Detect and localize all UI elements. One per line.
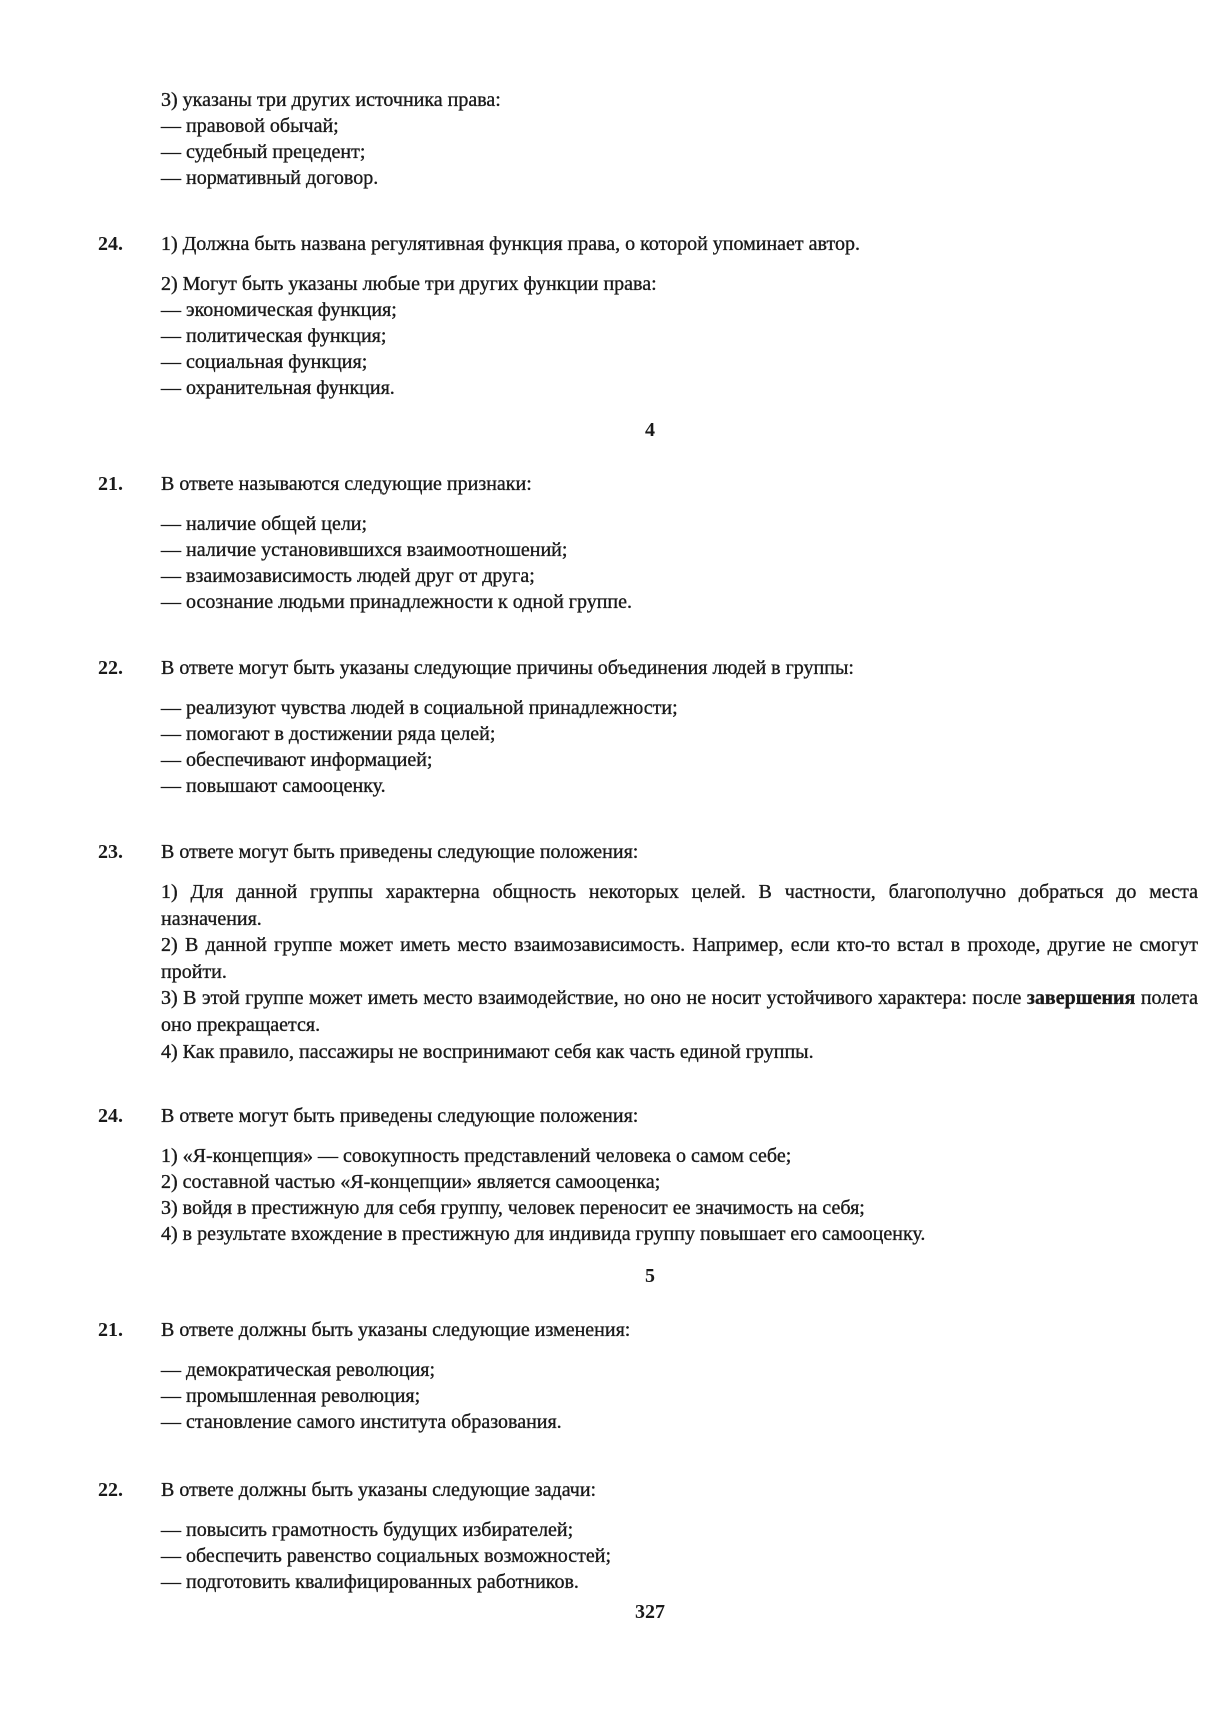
question-number: 24. — [98, 233, 123, 255]
list-item: — социальная функция; — [161, 350, 367, 374]
text-line: В ответе могут быть указаны следующие причины объединения людей в группы: — [161, 657, 854, 679]
text-line: В ответе должны быть указаны следующие задачи: — [161, 1479, 597, 1501]
list-item: — правовой обычай; — [161, 114, 339, 138]
list-item: — осознание людьми принадлежности к одной группе. — [161, 590, 632, 614]
question-number: 22. — [98, 1479, 123, 1501]
list-item: — обеспечивают информацией; — [161, 748, 432, 772]
list-item: — демократическая революция; — [161, 1358, 435, 1382]
question-number: 24. — [98, 1105, 123, 1127]
list-item: — наличие общей цели; — [161, 512, 367, 536]
list-item: — становление самого института образования. — [161, 1410, 562, 1434]
paragraph-text: полета оно прекращается. — [161, 987, 1198, 1036]
list-item: — экономическая функция; — [161, 298, 397, 322]
paragraph: 1) Для данной группы характерна общность некоторых целей. В частности, благополучно добраться до места назначения. — [161, 881, 1198, 930]
list-item: — промышленная революция; — [161, 1384, 420, 1408]
text-line: 1) Должна быть названа регулятивная функция права, о которой упоминает автор. — [161, 233, 860, 255]
paragraph-text: 3) В этой группе может иметь место взаимодействие, но оно не носит устойчивого характера: после — [161, 987, 1022, 1009]
text-line: 1) «Я-концепция» — совокупность представлений человека о самом себе; — [161, 1145, 792, 1167]
list-item: — обеспечить равенство социальных возможностей; — [161, 1544, 611, 1568]
paragraph — [161, 985, 1198, 1038]
list-item: — реализуют чувства людей в социальной принадлежности; — [161, 696, 678, 720]
text-line: 3) указаны три других источника права: — [161, 89, 501, 111]
list-item: — наличие установившихся взаимоотношений; — [161, 538, 567, 562]
page-number: 327 — [635, 1601, 665, 1623]
list-item: — судебный прецедент; — [161, 140, 365, 164]
list-item: — подготовить квалифицированных работников. — [161, 1570, 579, 1594]
text-line: 3) войдя в престижную для себя группу, человек переносит ее значимость на себя; — [161, 1197, 865, 1219]
text-line: 2) Могут быть указаны любые три других функции права: — [161, 273, 657, 295]
list-item: — помогают в достижении ряда целей; — [161, 722, 495, 746]
text-line: В ответе должны быть указаны следующие изменения: — [161, 1319, 631, 1341]
question-number: 21. — [98, 1319, 123, 1341]
list-item: — нормативный договор. — [161, 166, 378, 190]
question-number: 22. — [98, 657, 123, 679]
text-line: 4) Как правило, пассажиры не воспринимают себя как часть единой группы. — [161, 1041, 814, 1063]
text-line: В ответе могут быть приведены следующие положения: — [161, 1105, 639, 1127]
section-heading: 4 — [645, 419, 655, 441]
list-item: — повысить грамотность будущих избирателей; — [161, 1518, 573, 1542]
list-item: — повышают самооценку. — [161, 774, 386, 798]
bold-word: завершения — [1026, 987, 1136, 1009]
text-line: 4) в результате вхождение в престижную для индивида группу повышает его самооценку. — [161, 1223, 926, 1245]
paragraph: 2) В данной группе может иметь место взаимозависимость. Например, если кто-то встал в проходе, другие не смогут пройти. — [161, 934, 1198, 983]
text-line: 2) составной частью «Я-концепции» является самооценка; — [161, 1171, 661, 1193]
question-number: 21. — [98, 473, 123, 495]
text-line: В ответе могут быть приведены следующие положения: — [161, 841, 639, 863]
section-heading: 5 — [645, 1265, 655, 1287]
text-line: В ответе называются следующие признаки: — [161, 473, 532, 495]
question-number: 23. — [98, 841, 123, 863]
list-item: — политическая функция; — [161, 324, 386, 348]
list-item: — охранительная функция. — [161, 376, 395, 400]
list-item: — взаимозависимость людей друг от друга; — [161, 564, 535, 588]
